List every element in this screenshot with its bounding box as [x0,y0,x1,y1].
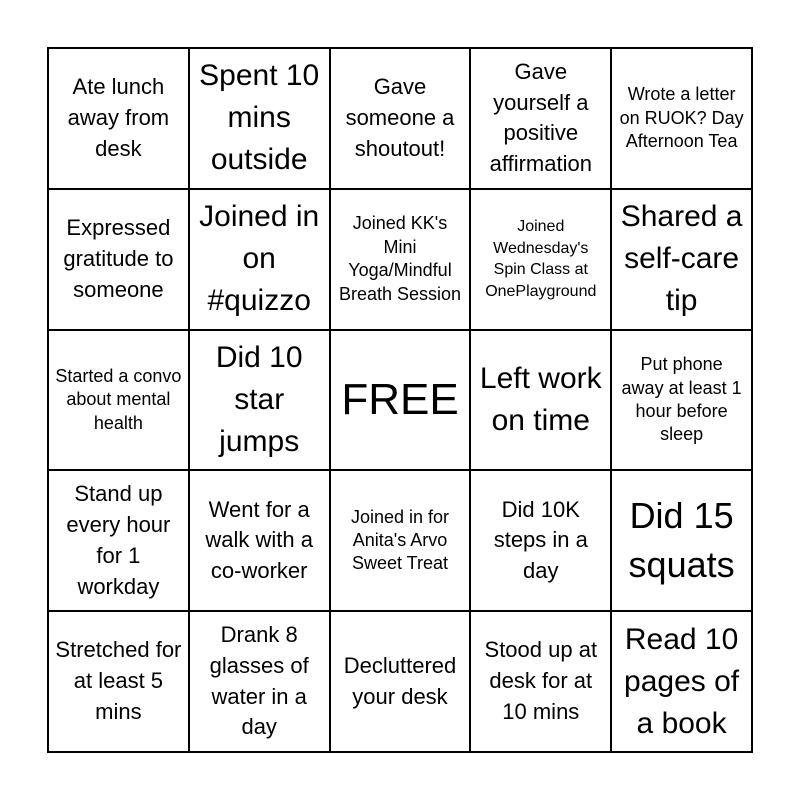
bingo-cell[interactable] [48,611,189,752]
cell-text: Read 10 pages of a book [624,622,740,740]
cell-text: Stretched for at least 5 mins [55,637,182,724]
bingo-cell[interactable] [330,189,471,330]
cell-text: Gave yourself a positive affirmation [489,58,592,177]
cell-text: Shared a self-care tip [620,200,743,318]
free-space-label: FREE [341,374,459,424]
bingo-cell[interactable] [48,470,189,611]
bingo-cell[interactable] [189,611,330,752]
bingo-board [47,47,753,753]
cell-text: Expressed gratitude to someone [63,215,174,302]
cell-text: Joined Wednesday's Spin Class at OnePlayground [485,218,597,300]
bingo-cell[interactable] [48,330,189,471]
bingo-cell[interactable] [189,470,330,611]
bingo-cell[interactable] [611,189,752,330]
cell-text: Stand up every hour for 1 workday [66,481,171,599]
bingo-cell[interactable] [611,470,752,611]
bingo-cell[interactable] [189,48,330,189]
cell-text: Started a convo about mental health [55,365,182,433]
cell-text: Spent 10 mins outside [199,59,320,177]
bingo-cell[interactable] [330,470,471,611]
cell-text: Did 15 squats [628,495,735,585]
free-space-cell[interactable] [330,330,471,471]
cell-text: Left work on time [479,361,602,437]
bingo-cell[interactable] [470,470,611,611]
bingo-cell[interactable] [470,189,611,330]
cell-text: Stood up at desk for at 10 mins [484,637,598,724]
cell-text: Did 10 star jumps [215,340,303,458]
cell-text: Put phone away at least 1 hour before sleep [621,354,742,445]
bingo-cell[interactable] [189,189,330,330]
cell-text: Joined in for Anita's Arvo Sweet Treat [350,506,450,574]
bingo-cell[interactable] [330,48,471,189]
bingo-cell[interactable] [470,611,611,752]
cell-text: Decluttered your desk [343,652,457,709]
bingo-cell[interactable] [189,330,330,471]
cell-text: Ate lunch away from desk [67,74,170,161]
bingo-cell[interactable] [611,48,752,189]
bingo-cell[interactable] [611,611,752,752]
bingo-cell[interactable] [48,48,189,189]
bingo-cell[interactable] [611,330,752,471]
bingo-cell[interactable] [48,189,189,330]
cell-text: Joined KK's Mini Yoga/Mindful Breath Session [338,213,462,304]
cell-text: Drank 8 glasses of water in a day [209,622,309,740]
bingo-cell[interactable] [330,611,471,752]
cell-text: Went for a walk with a co-worker [205,496,313,584]
cell-text: Did 10K steps in a day [493,496,588,584]
bingo-cell[interactable] [470,330,611,471]
bingo-cell[interactable] [470,48,611,189]
cell-text: Wrote a letter on RUOK? Day Afternoon Tea [619,84,744,152]
cell-text: Gave someone a shoutout! [345,74,455,161]
cell-text: Joined in on #quizzo [199,200,320,318]
